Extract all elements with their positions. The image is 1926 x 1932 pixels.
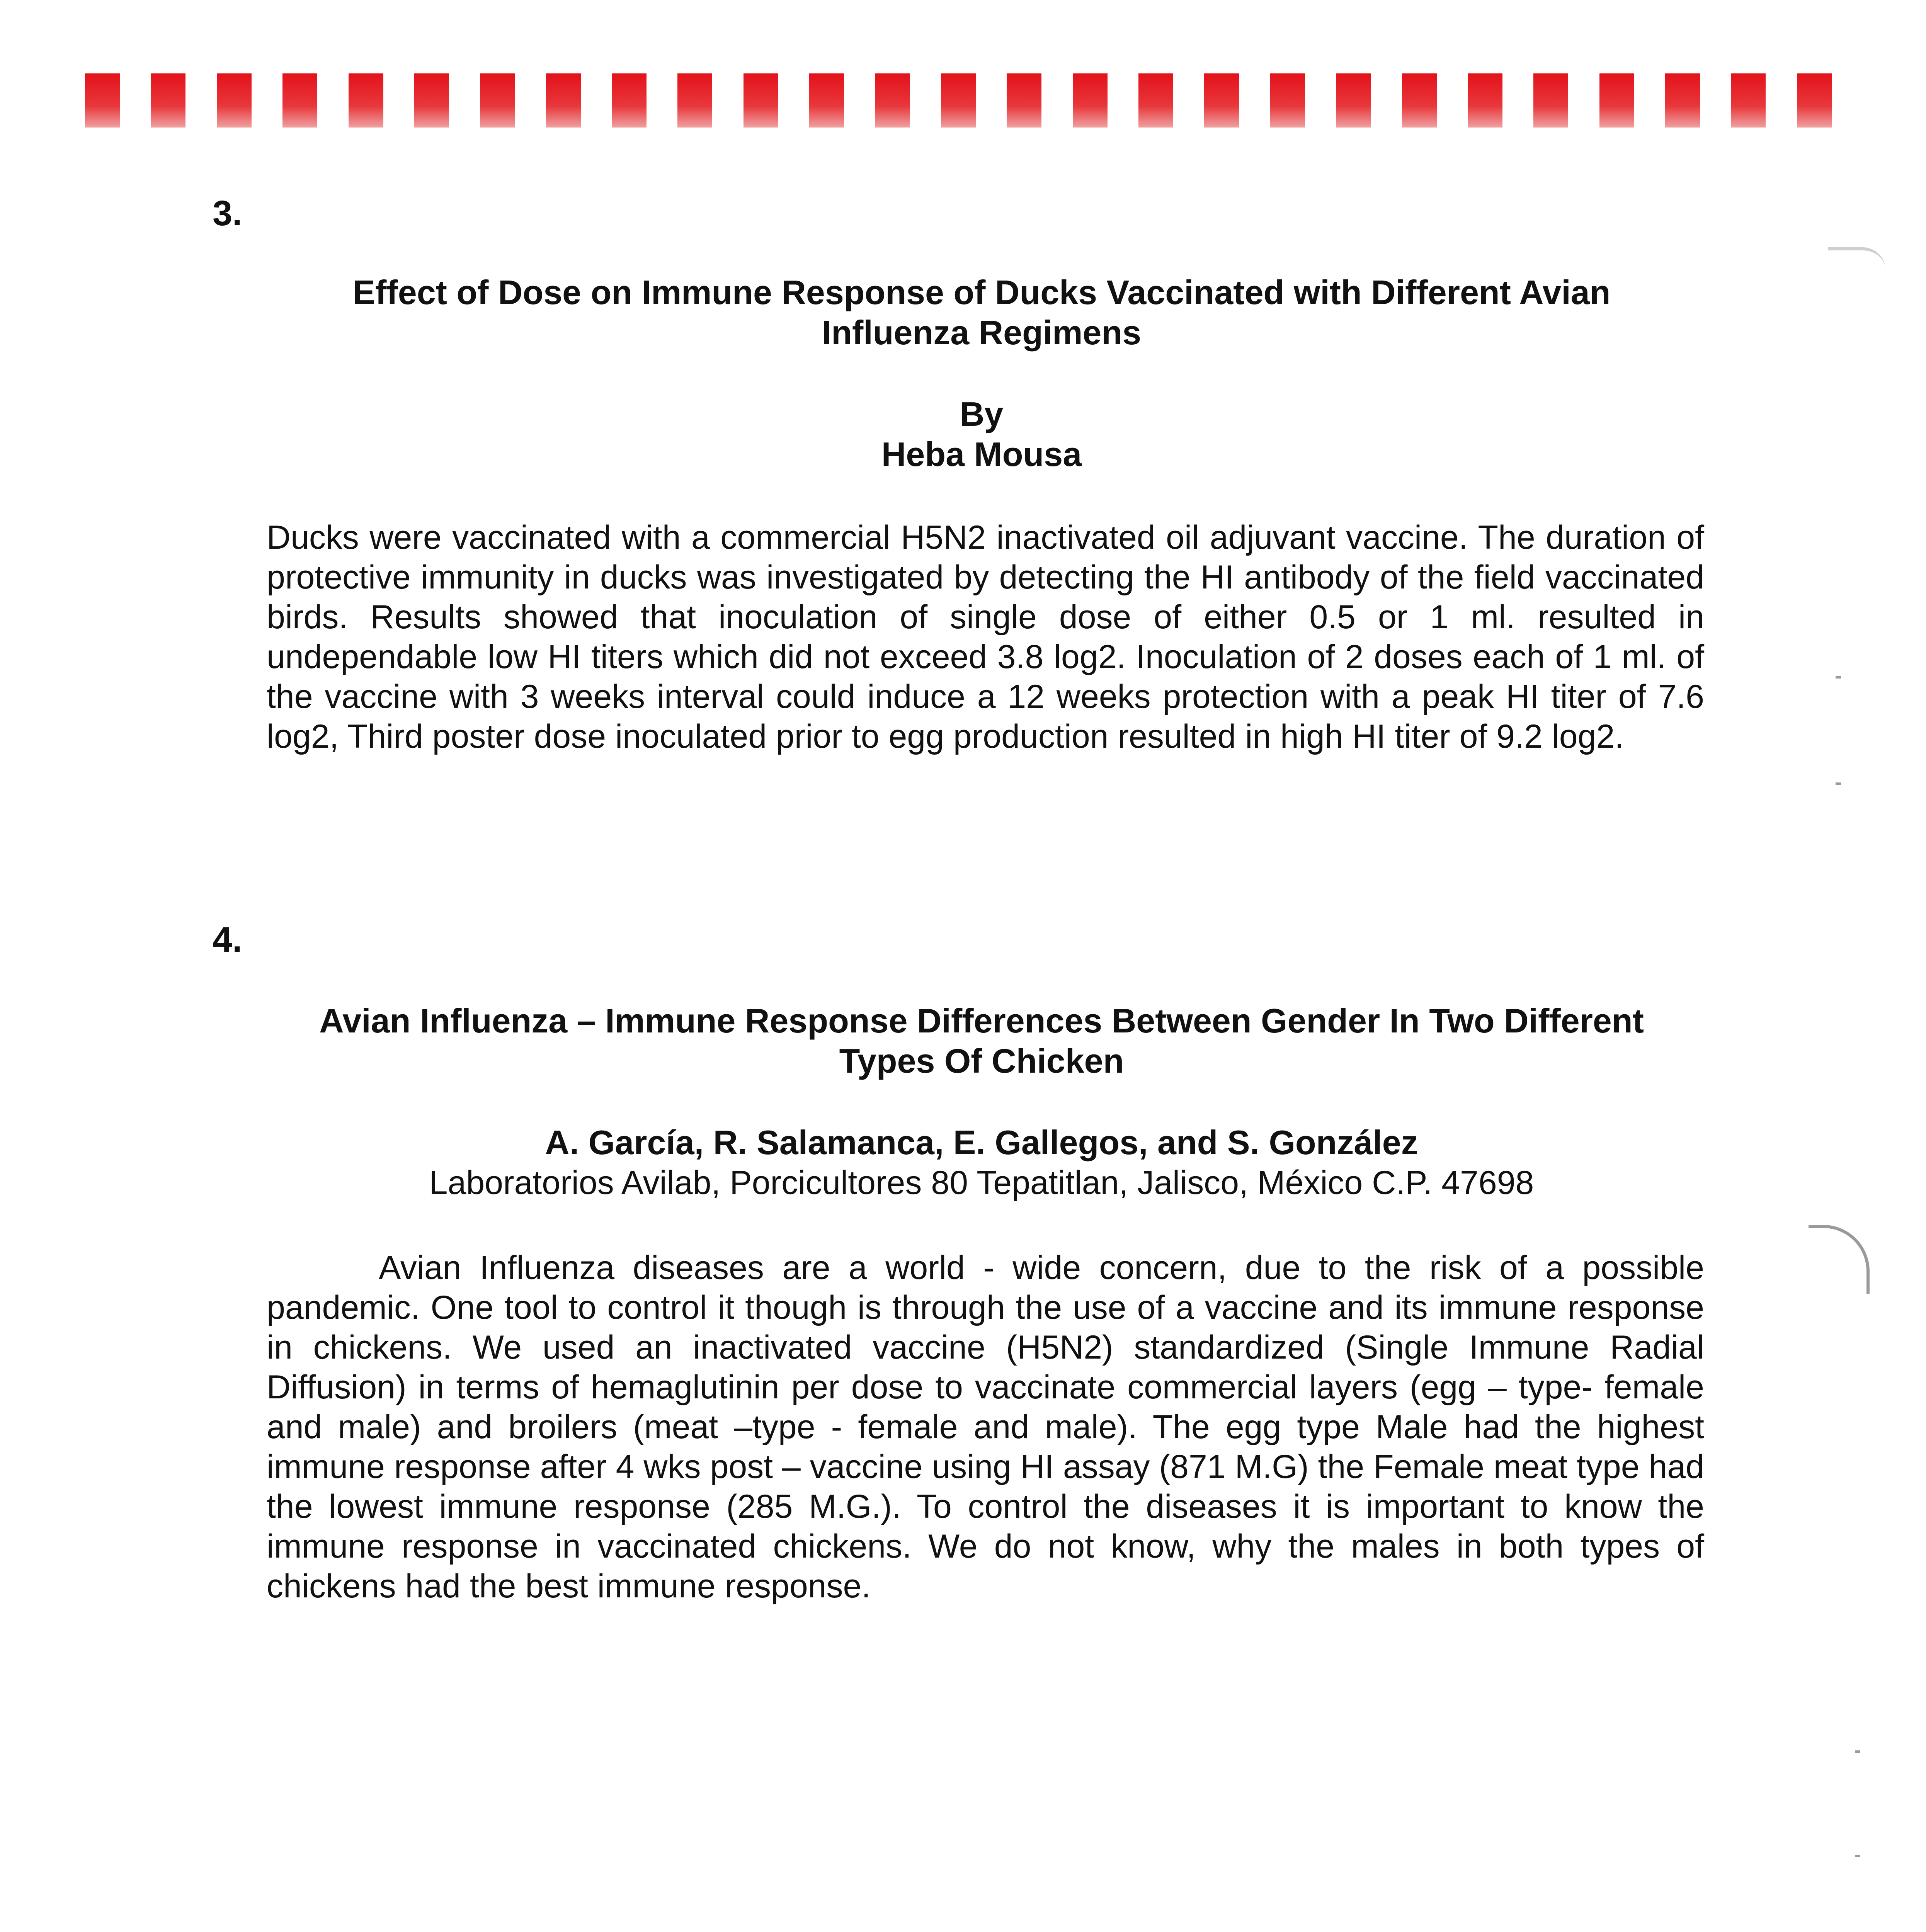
abstract-4-body-block	[267, 1248, 1704, 1606]
header-stripe-segment	[480, 73, 515, 128]
header-stripe-segment	[677, 73, 712, 128]
header-stripe-segment	[151, 73, 185, 128]
header-stripe-segment	[1533, 73, 1568, 128]
header-stripe-segment	[1073, 73, 1108, 128]
header-stripe-segment	[744, 73, 778, 128]
header-stripe-segment	[1731, 73, 1766, 128]
abstract-3-number: 3.	[213, 194, 242, 233]
abstract-3-body: Ducks were vaccinated with a commercial H5N2 inactivated oil adjuvant vaccine. The duration of protective immunity in ducks was investigated by detecting the HI antibody of the field vaccinated birds. Results showed that inoculation of single dose of either 0.5 or 1 ml. resulted in undependable low HI titers which did not exceed 3.8 log2. Inoculation of 2 doses each of 1 ml. of the vaccine with 3 weeks interval could induce a 12 weeks protection with a peak HI titer of 7.6 log2, Third poster dose inoculated prior to egg production resulted in high HI titer of 9.2 log2.	[267, 519, 1704, 755]
header-stripe-segment	[809, 73, 844, 128]
abstract-3-body-block	[267, 518, 1704, 757]
margin-speck-1	[1836, 676, 1841, 679]
header-stripe-segment	[1138, 73, 1173, 128]
abstract-4-body: Avian Influenza diseases are a world - wide concern, due to the risk of a possible pandemic. One tool to control it though is through the use of a vaccine and its immune response in chickens. We used an inactivated vaccine (H5N2) standardized (Single Immune Radial Diffusion) in terms of hemaglutinin per dose to vaccinate commercial layers (egg – type- female and male) and broilers (meat –type - female and male). The egg type Male had the highest immune response after 4 wks post – vaccine using HI assay (871 M.G) the Female meat type had the lowest immune response (285 M.G.). To control the diseases it is important to know the immune response in vaccinated chickens. We do not know, why the males in both types of chickens had the best immune response.	[267, 1249, 1704, 1605]
header-stripe-segment	[85, 73, 120, 128]
abstract-3-by: By	[960, 395, 1004, 433]
abstract-3-byline	[317, 394, 1646, 474]
header-stripe-segment	[1204, 73, 1239, 128]
header-stripe-segment	[941, 73, 976, 128]
abstract-4-title	[278, 1001, 1685, 1081]
header-stripe-bar	[85, 73, 1832, 131]
margin-hole-shadow-middle	[1809, 1225, 1870, 1294]
abstract-4-number: 4.	[213, 920, 242, 959]
header-stripe-segment	[612, 73, 647, 128]
header-stripe-segment	[1007, 73, 1041, 128]
abstract-4-authors: A. García, R. Salamanca, E. Gallegos, and S. González	[545, 1123, 1418, 1162]
margin-speck-2	[1836, 782, 1841, 785]
margin-speck-4	[1855, 1855, 1860, 1857]
abstract-4-affiliation: Laboratorios Avilab, Porcicultores 80 Tepatitlan, Jalisco, México C.P. 47698	[429, 1164, 1534, 1201]
abstract-3-title-line-2: Influenza Regimens	[822, 313, 1142, 352]
header-stripe-segment	[282, 73, 317, 128]
abstract-3-title	[317, 272, 1646, 353]
header-stripe-segment	[1270, 73, 1305, 128]
header-stripe-segment	[1665, 73, 1700, 128]
margin-scan-mark-top	[1828, 247, 1886, 274]
header-stripe-segment	[875, 73, 910, 128]
header-stripe-segment	[1797, 73, 1832, 128]
abstract-3-title-line-1: Effect of Dose on Immune Response of Ducks Vaccinated with Different Avian	[352, 273, 1611, 311]
header-stripe-segment	[1468, 73, 1502, 128]
abstract-3-author: Heba Mousa	[881, 435, 1082, 473]
header-stripe-segment	[1599, 73, 1634, 128]
abstract-4-title-line-2: Types Of Chicken	[839, 1042, 1124, 1080]
abstract-4-title-line-1: Avian Influenza – Immune Response Differences Between Gender In Two Different	[319, 1002, 1644, 1040]
abstract-4-byline	[317, 1122, 1646, 1203]
header-stripe-segment	[217, 73, 252, 128]
header-stripe-segment	[546, 73, 581, 128]
header-stripe-segment	[1336, 73, 1371, 128]
margin-speck-3	[1855, 1750, 1860, 1753]
header-stripe-segment	[349, 73, 383, 128]
header-stripe-segment	[414, 73, 449, 128]
header-stripe-segment	[1402, 73, 1437, 128]
